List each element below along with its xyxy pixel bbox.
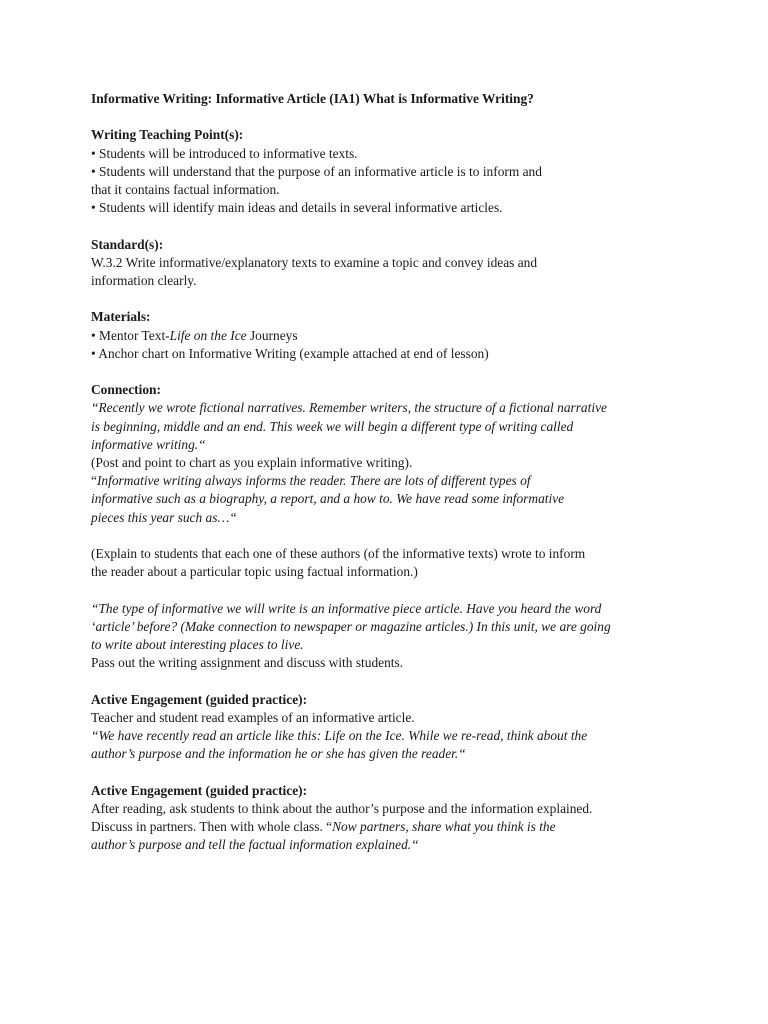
active-engagement-1-text: Teacher and student read examples of an informative article. — [91, 709, 415, 725]
material-item-1-suffix: Journeys — [246, 327, 298, 343]
connection-quote-1-cont: is beginning, middle and an end. This week we will begin a different type of writing called — [91, 418, 574, 434]
active-engagement-2-text-cont — [91, 818, 691, 836]
connection-quote-2-end: pieces this year such as…“ — [91, 509, 237, 525]
teaching-point-1: • Students will be introduced to informative texts. — [91, 145, 358, 161]
active-engagement-2-prefix: Discuss in partners. Then with whole class. “ — [91, 819, 333, 834]
teaching-point-2: • Students will understand that the purpose of an informative article is to inform and — [91, 163, 542, 179]
active-engagement-heading-1: Active Engagement (guided practice): — [91, 691, 308, 707]
teaching-point-2-cont: that it contains factual information. — [91, 182, 280, 197]
material-item-2: • Anchor chart on Informative Writing (example attached at end of lesson) — [91, 345, 489, 361]
connection-quote-1: “Recently we wrote fictional narratives. Remember writers, the structure of a fictional narrative — [91, 400, 607, 416]
connection-explain-cont: the reader about a particular topic using factual information.) — [91, 564, 418, 580]
connection-quote-2-cont: informative such as a biography, a report, and a how to. We have read some informative — [91, 491, 565, 507]
connection-note: (Post and point to chart as you explain informative writing). — [91, 455, 413, 470]
connection-heading: Connection: — [91, 382, 161, 398]
teaching-point-3: • Students will identify main ideas and details in several informative articles. — [91, 200, 503, 216]
material-item-1-prefix: • Mentor Text- — [91, 327, 170, 343]
connection-quote-3: “The type of informative we will write is an informative piece article. Have you heard the word — [91, 600, 602, 616]
active-engagement-2-quote: Now partners, share what you think is the — [332, 819, 556, 834]
connection-quote-2 — [91, 472, 691, 490]
active-engagement-2-quote-end: author’s purpose and tell the factual information explained.“ — [91, 837, 419, 853]
active-engagement-1-quote: “We have recently read an article like this: Life on the Ice. While we re-read, think about the — [91, 728, 588, 743]
standard-text-cont: information clearly. — [91, 273, 197, 288]
connection-pass-out: Pass out the writing assignment and discuss with students. — [91, 655, 404, 671]
connection-quote-3-end: to write about interesting places to live. — [91, 637, 304, 652]
active-engagement-2-text: After reading, ask students to think about the author’s purpose and the information explained. — [91, 800, 593, 816]
active-engagement-heading-2: Active Engagement (guided practice): — [91, 782, 308, 798]
connection-quote-2-text: Informative writing always informs the reader. There are lots of different types of — [96, 473, 531, 489]
materials-heading: Materials: — [91, 309, 151, 325]
document-title: Informative Writing: Informative Article (IA1) What is Informative Writing? — [91, 91, 534, 106]
connection-quote-1-end: informative writing.“ — [91, 436, 206, 452]
standards-heading: Standard(s): — [91, 236, 164, 252]
lesson-plan-document — [91, 90, 691, 854]
active-engagement-1-quote-cont: author’s purpose and the information he or she has given the reader.“ — [91, 746, 466, 762]
material-item-1 — [91, 327, 691, 345]
teaching-points-heading: Writing Teaching Point(s): — [91, 127, 244, 143]
mentor-text-title: Life on the Ice — [169, 327, 247, 343]
connection-quote-2-open: “ — [91, 473, 97, 489]
connection-quote-3-cont: ‘article’ before? (Make connection to newspaper or magazine articles.) In this unit, we are going — [91, 618, 611, 634]
connection-explain: (Explain to students that each one of these authors (of the informative texts) wrote to inform — [91, 546, 586, 561]
standard-text: W.3.2 Write informative/explanatory texts to examine a topic and convey ideas and — [91, 254, 538, 270]
